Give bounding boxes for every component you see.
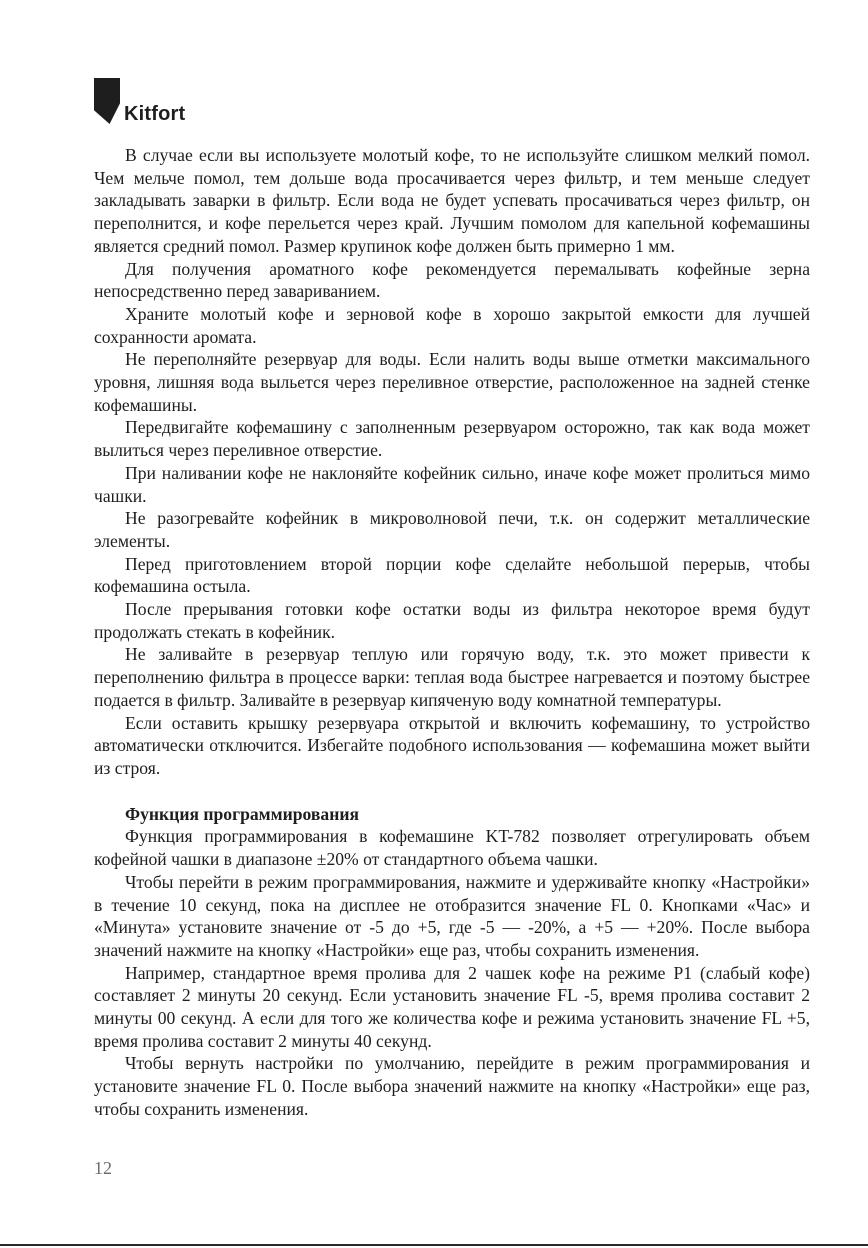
section-paragraph: Чтобы вернуть настройки по умолчанию, перейдите в режим программирования и установите значение FL 0. После выбора значений нажмите на кнопку «Настройки» еще раз, чтобы сохранить изменения. (94, 1053, 810, 1119)
paragraph: При наливании кофе не наклоняйте кофейник сильно, иначе кофе может пролиться мимо чашки. (94, 462, 810, 506)
paragraph: Если оставить крышку резервуара открытой и включить кофемашину, то устройство автоматически отключится. Избегайте подобного использования — кофемашина может выйти из строя. (94, 712, 810, 778)
paragraph: Не переполняйте резервуар для воды. Если налить воды выше отметки максимального уровня, лишняя вода выльется через переливное отверстие, расположенное на задней стенке кофемашины. (94, 349, 810, 415)
brand-name: Kitfort (124, 103, 186, 125)
section-paragraph: Например, стандартное время пролива для 2 чашек кофе на режиме P1 (слабый кофе) составляет 2 минуты 20 секунд. Если установить значение FL -5, время пролива составит 2 минуты 00 секунд. А если для того же количества кофе и режима установить значение FL +5, время пролива составит 2 минуты 40 секунд. (94, 962, 810, 1051)
paragraph: Не заливайте в резервуар теплую или горячую воду, т.к. это может привести к переполнению фильтра в процессе варки: теплая вода быстрее нагревается и поэтому быстрее подается в фильтр. Заливайте в резервуар кипяченую воду комнатной температуры. (94, 644, 810, 710)
paragraph: Передвигайте кофемашину с заполненным резервуаром осторожно, так как вода может вылиться через переливное отверстие. (94, 417, 810, 461)
paragraph: После прерывания готовки кофе остатки воды из фильтра некоторое время будут продолжать стекать в кофейник. (94, 599, 810, 642)
manual-body (94, 144, 810, 1121)
kitfort-logo (94, 78, 214, 128)
paragraph: Не разогревайте кофейник в микроволновой печи, т.к. он содержит металлические элементы. (94, 508, 810, 551)
kitfort-logo-mark-icon (94, 78, 120, 124)
paragraph: В случае если вы используете молотый кофе, то не используйте слишком мелкий помол. Чем мельче помол, тем дольше вода просачивается через фильтр, и тем меньше следует закладывать заварки в фильтр. Если вода не будет успевать просачиваться через фильтр, он переполнится, и кофе перельется через край. Лучшим помолом для капельной кофемашины является средний помол. Размер крупинок кофе должен быть примерно 1 мм. (94, 145, 810, 256)
section-paragraph: Чтобы перейти в режим программирования, нажмите и удерживайте кнопку «Настройки» в течение 10 секунд, пока на дисплее не отобразится значение FL 0. Кнопками «Час» и «Минута» установите значение от -5 до +5, где -5 — -20%, а +5 — +20%. После выбора значений нажмите на кнопку «Настройки» еще раз, чтобы сохранить изменения. (94, 871, 810, 960)
paragraph: Для получения ароматного кофе рекомендуется перемалывать кофейные зерна непосредственно перед завариванием. (94, 258, 810, 302)
section-paragraph: Функция программирования в кофемашине KT-782 позволяет отрегулировать объем кофейной чашки в диапазоне ±20% от стандартного объема чашки. (94, 826, 810, 870)
footer-divider (0, 1244, 868, 1246)
section-heading: Функция программирования (125, 803, 360, 824)
paragraph: Перед приготовлением второй порции кофе сделайте небольшой перерыв, чтобы кофемашина остыла. (94, 553, 810, 597)
paragraph: Храните молотый кофе и зерновой кофе в хорошо закрытой емкости для лучшей сохранности аромата. (94, 303, 810, 347)
section-spacer (94, 780, 810, 803)
page-number: 12 (94, 1158, 112, 1178)
